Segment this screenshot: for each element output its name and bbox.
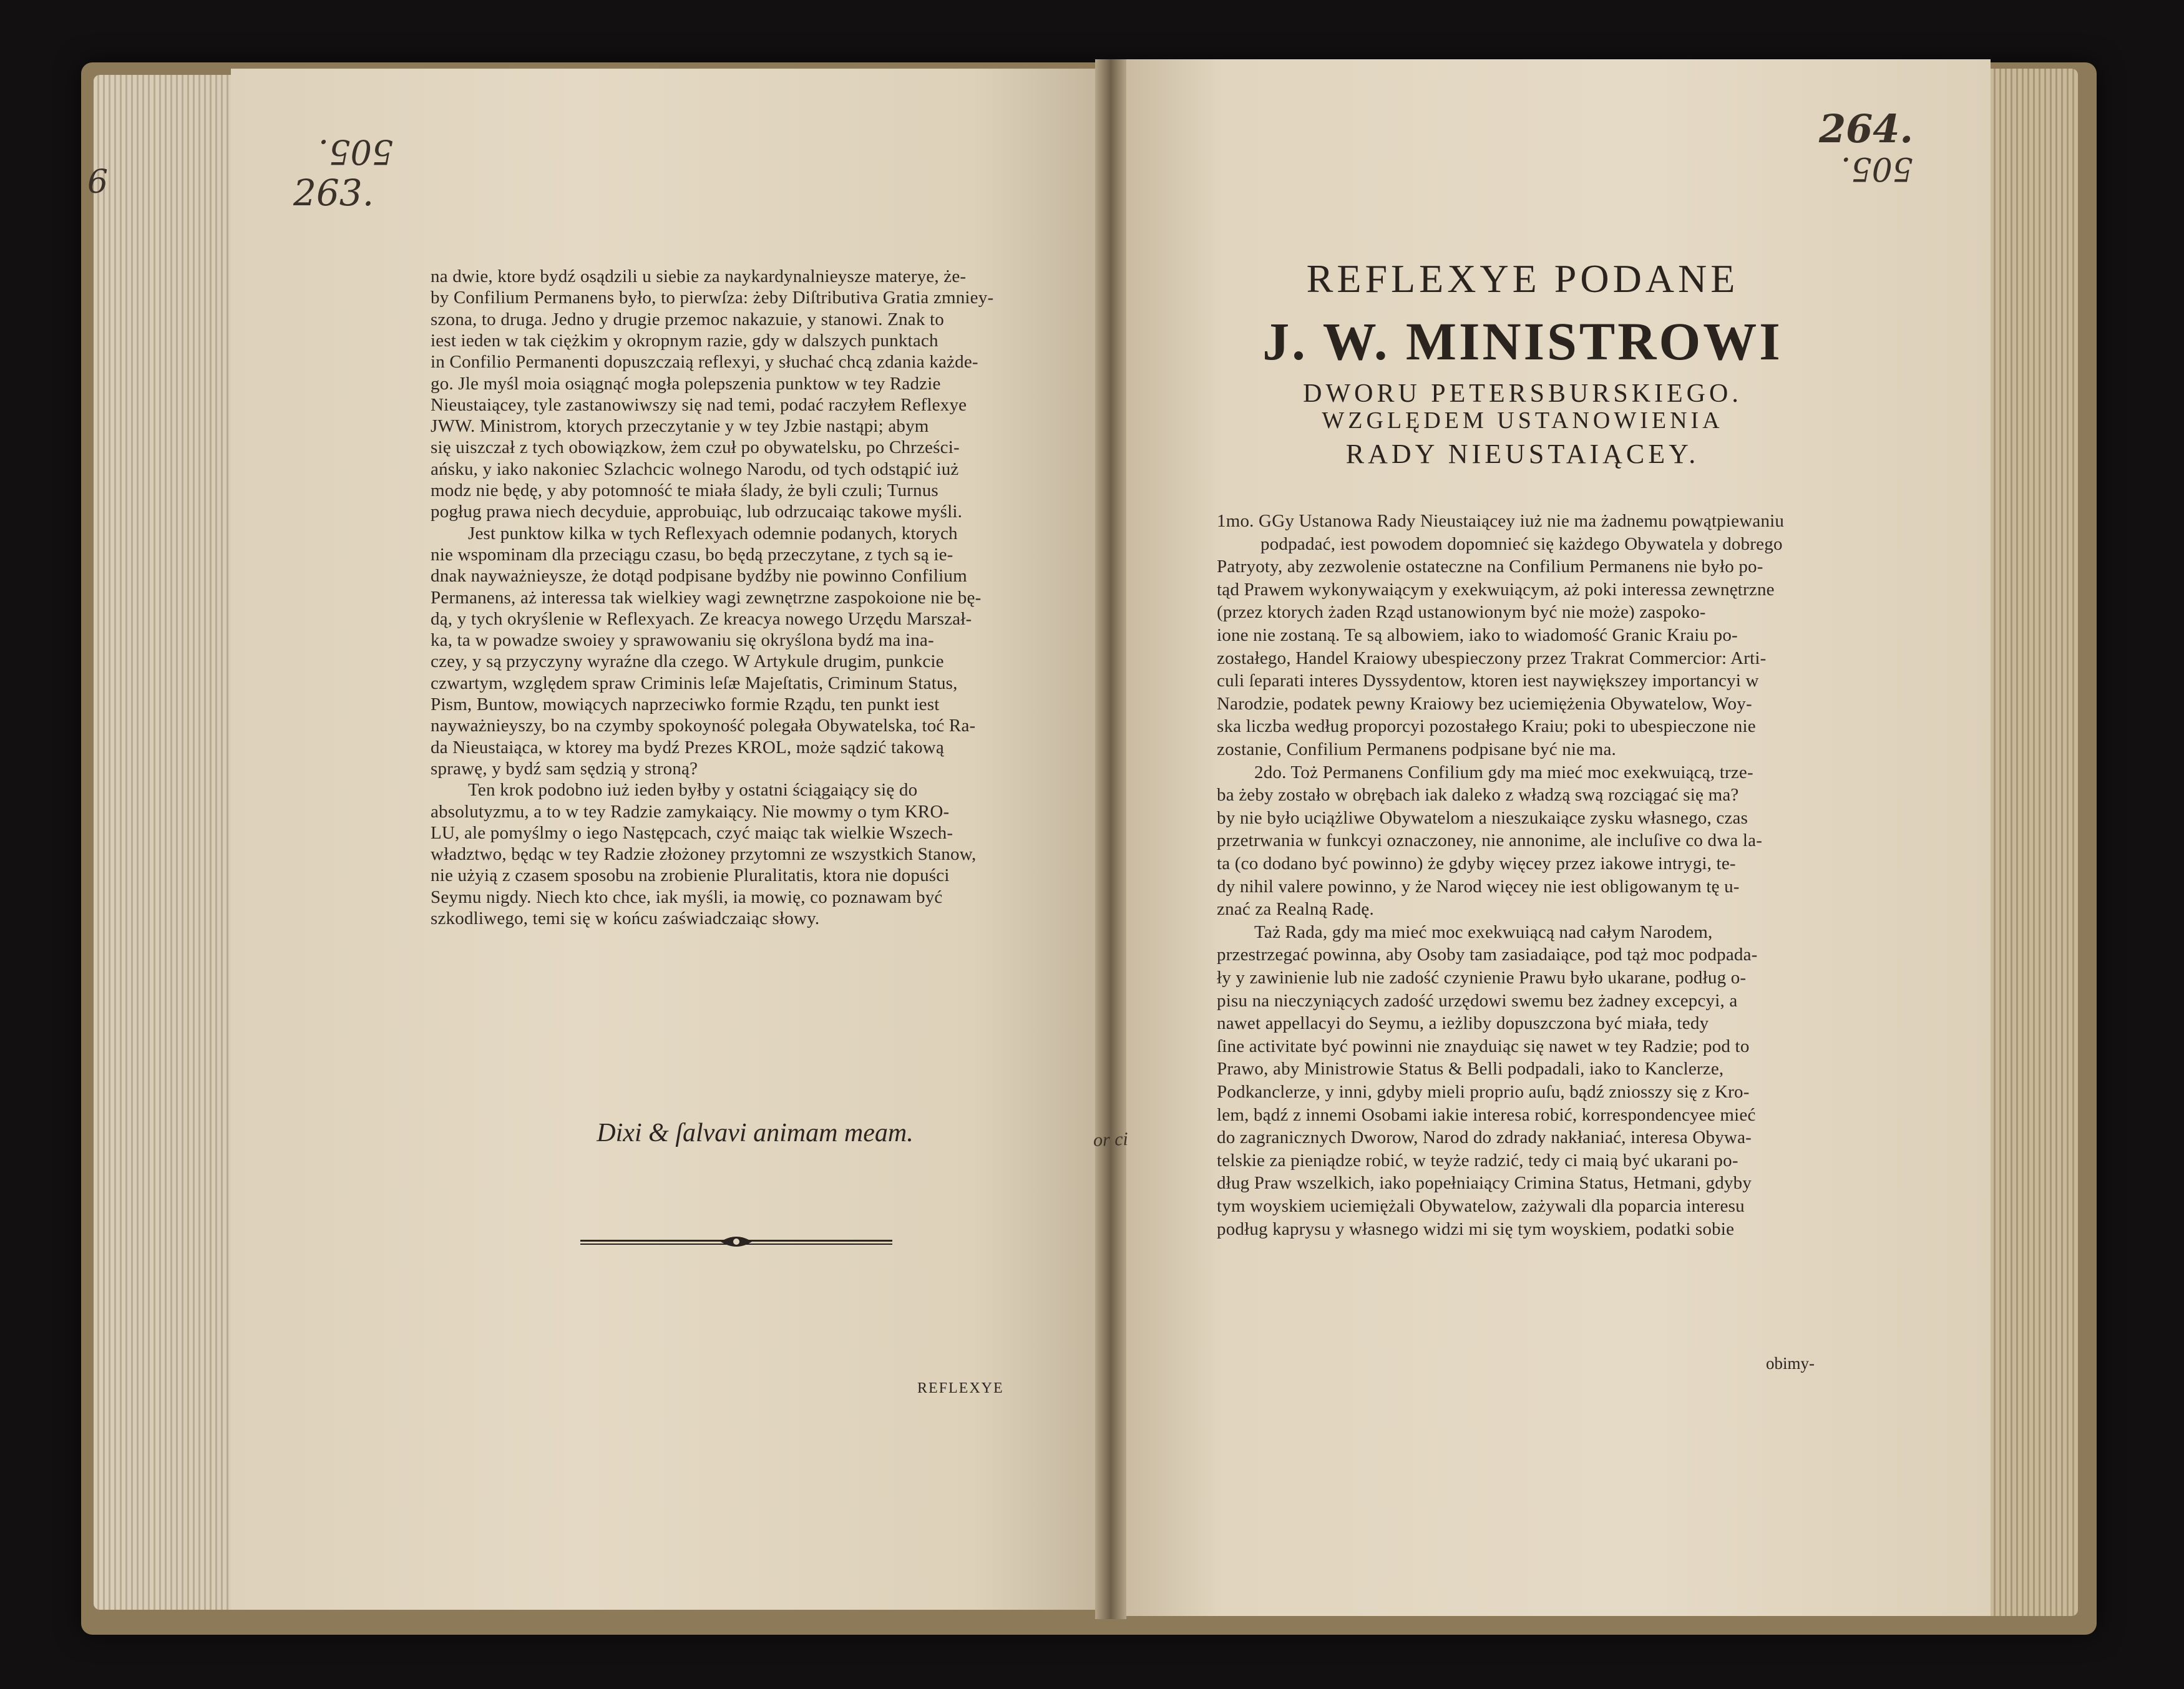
text-line: ione nie zostaną. Te są albowiem, iako to wiadomość Granic Kraiu po- [1217, 625, 1738, 645]
right-page-edges [1984, 69, 2078, 1616]
left-page-number: 263. [293, 172, 374, 214]
text-line: iest ieden w tak ciężkim y okropnym razie, gdy w dalszych punktach [431, 330, 938, 351]
text-line: lem, bądź z innemi Osobami iakie interesa robić, korrespondencyee mieć [1217, 1104, 1756, 1125]
text-line: dy nihil valere powinno, y że Narod więcey nie iest obligowanym tę u- [1217, 876, 1740, 897]
text-line: Prawo, aby Ministrowie Status & Belli podpadali, iako to Kanclerze, [1217, 1059, 1724, 1079]
text-line: ta (co dodano być powinno) że gdyby więcey przez iakowe intrygi, te- [1217, 854, 1736, 874]
book-gutter [1093, 59, 1129, 1619]
text-line: culi ſeparati interes Dyssydentow, ktoren iest naywiększey importancyi w [1217, 671, 1759, 691]
title-line-1: REFLEXYE PODANE [1306, 256, 1739, 301]
margin-scribble: or ci [1093, 1129, 1129, 1151]
text-line: ba żeby zostało w obrębach iak daleko z władzą swą rozciągać się ma? [1217, 785, 1739, 806]
text-line: ańsku, y iako nakoniec Szlachcic wolnego Narodu, od tych odstąpić iuż [431, 459, 959, 479]
text-line: dług Praw wszelkich, iako popełniaiący Crimina Status, Hetmani, gdyby [1217, 1173, 1752, 1194]
left-catchword: REFLEXYE [917, 1380, 1004, 1396]
text-line: zostanie, Confilium Permanens podpisane być nie ma. [1217, 739, 1617, 759]
text-line: Narodzie, podatek pewny Kraiowy bez uciemiężenia Obywatelow, Woy- [1217, 693, 1752, 714]
text-line: Pism, Buntow, mowiących naprzeciwko formie Rządu, ten punkt iest [431, 694, 940, 714]
text-line: Taż Rada, gdy ma mieć moc exekwuiącą nad całym Narodem, [1254, 922, 1713, 942]
title-line-4: WZGLĘDEM USTANOWIENIA [1322, 407, 1723, 434]
text-line: 1mo. GGy Ustanowa Rady Nieustaiącey iuż nie ma żadnemu powątpiewaniu [1217, 511, 1785, 531]
text-line: przetrwania w funkcyi oznaczoney, nie annonime, ale incluſive co dwa la- [1217, 830, 1763, 851]
text-line: Ten krok podobno iuż ieden byłby y ostatni ściągaiący się do [468, 780, 918, 801]
text-line: szona, to druga. Jedno y drugie przemoc nakazuie, y stanowi. Znak to [431, 309, 944, 329]
text-line: sprawę, y bydź sam sędzią y stroną? [431, 758, 698, 779]
text-line: zostałego, Handel Kraiowy ubespieczony przez Trakrat Commercior: Arti- [1217, 648, 1767, 668]
decorative-rule [580, 1232, 892, 1251]
text-line: podług kaprysu y własnego widzi mi się tym woyskiem, podatki sobie [1217, 1219, 1735, 1239]
text-line: Podkanclerze, y inni, gdyby mieli proprio auſu, bądź zniosszy się z Kro- [1217, 1082, 1750, 1102]
text-line: nawet appellacyi do Seymu, a ieżliby dopuszczona być miała, tedy [1217, 1013, 1709, 1034]
text-line: 2do. Toż Permanens Confilium gdy ma mieć moc exekwuiącą, trze- [1254, 762, 1753, 782]
left-edge-number: 6 [87, 163, 109, 201]
text-line: nie użyią z czasem sposobu na zrobienie Pluralitatis, ktora nie dopuści [431, 865, 950, 886]
text-line: go. Jle myśl moia osiągnąć mogła polepszenia punktow w tey Radzie [431, 373, 941, 394]
text-line: Jest punktow kilka w tych Reflexyach odemnie podanych, ktorych [468, 523, 958, 543]
text-line: tąd Prawem wykonywaiącym y exekwuiącym, aż poki interessa zewnętrzne [1217, 579, 1775, 600]
text-line: Seymu nigdy. Niech kto chce, iak myśli, ia mowię, co poznawam być [431, 887, 943, 907]
text-line: tym woyskiem uciemiężali Obywatelow, zażywali dla poparcia interesu [1217, 1196, 1745, 1216]
text-line: na dwie, ktore bydź osądzili u siebie za naykardynalnieysze materye, że- [431, 266, 967, 286]
text-line: do zagranicznych Dworow, Narod do zdrady nakłaniać, interesa Obywa- [1217, 1127, 1752, 1148]
right-page-number-old: 505. [1841, 150, 1913, 187]
text-line: LU, ale pomyślmy o iego Następcach, czyć maiąc tak wielkie Wszech- [431, 822, 953, 843]
text-line: ska liczba według proporcyi pozostałego Kraiu; poki to ubespieczone nie [1217, 716, 1756, 737]
text-line: ły y zawinienie lub nie zadość czynienie Prawu było ukarane, podług o- [1217, 968, 1747, 988]
text-line: modz nie będę, y aby potomność te miała ślady, że byli czuli; Turnus [431, 480, 938, 500]
closing-phrase: Dixi & ſalvavi animam meam. [597, 1119, 914, 1147]
title-line-5: RADY NIEUSTAIĄCEY. [1345, 439, 1700, 469]
text-line: pogług prawa niech decyduie, approbuiąc, lub odrzucaiąc takowe myśli. [431, 502, 963, 522]
text-line: nie wspominam dla przeciągu czasu, bo będą przeczytane, z tych są ie- [431, 544, 953, 565]
text-line: władztwo, będąc w tey Radzie złożoney przytomni ze wszystkich Stanow, [431, 844, 977, 865]
text-line: in Confilio Permanenti dopuszczaią reflexyi, y słuchać chcą zdania każde- [431, 352, 978, 372]
text-line: szkodliwego, temi się w końcu zaświadczaiąc słowy. [431, 908, 820, 928]
right-page-number: 264. [1819, 106, 1914, 152]
text-line: czwartym, względem spraw Criminis leſæ Majeſtatis, Criminum Status, [431, 673, 958, 693]
text-line: ſine activitate być powinni nie znayduiąc się nawet w tey Radzie; pod to [1217, 1036, 1750, 1056]
text-line: nayważnieyszy, bo na czymby spokoyność polegała Obywatelska, toć Ra- [431, 716, 976, 736]
text-line: absolutyzmu, a to w tey Radzie zamykaiący. Nie mowmy o tym KRO- [431, 801, 950, 822]
text-line: by Confilium Permanens było, to pierwſza: żeby Diſtributiva Gratia zmniey- [431, 288, 994, 308]
text-line: dą, y tych okryślenie w Reflexyach. Ze kreacya nowego Urzędu Marszał- [431, 608, 972, 629]
title-line-3: DWORU PETERSBURSKIEGO. [1303, 379, 1742, 408]
left-page-edges [94, 75, 243, 1610]
text-line: JWW. Ministrom, ktorych przeczytanie y w tey Jzbie nastąpi; abym [431, 416, 929, 437]
text-line: Permanens, aż interessa tak wielkiey wagi zewnętrzne zaspokoione nie bę- [431, 587, 982, 608]
title-line-2: J. W. MINISTROWI [1262, 311, 1783, 371]
text-line: Nieustaiącey, tyle zastanowiwszy się nad temi, podać raczyłem Reflexye [431, 394, 967, 415]
text-line: ka, ta w powadze swoiey y sprawowaniu się okryślona bydź ma ina- [431, 630, 934, 651]
text-line: dnak nayważnieysze, że dotąd podpisane bydźby nie powinno Confilium [431, 566, 967, 587]
text-line: podpadać, iest powodem dopomnieć się każdego Obywatela y dobrego [1260, 533, 1783, 554]
text-line: Patryoty, aby zezwolenie ostateczne na Confilium Permanens nie było po- [1217, 557, 1763, 577]
text-line: czey, y są przyczyny wyraźne dla czego. W Artykule drugim, punkcie [431, 651, 944, 672]
text-line: się uiszczał z tych obowiązkow, żem czuł po obywatelsku, po Chrześci- [431, 437, 960, 458]
text-line: pisu na nieczyniących zadość urzędowi swemu bez żadney excepcyi, a [1217, 990, 1738, 1011]
text-line: znać za Realną Radę. [1217, 899, 1374, 920]
right-catchword: obimy- [1766, 1354, 1815, 1373]
text-line: da Nieustaiąca, w ktorey ma bydź Prezes KROL, może sądzić takową [431, 737, 944, 757]
text-line: przestrzegać powinna, aby Osoby tam zasiadaiące, pod tąż moc podpada- [1217, 945, 1758, 965]
text-line: by nie było uciążliwe Obywatelom a nieszukaiące zysku własnego, czas [1217, 807, 1748, 828]
text-line: (przez ktorych żaden Rząd ustanowionym być nie może) zaspoko- [1217, 602, 1706, 623]
left-page-number-old: 505. [318, 132, 394, 172]
text-line: telskie za pieniądze robić, w teyże radzić, tedy ci maią być ukarani po- [1217, 1150, 1738, 1171]
